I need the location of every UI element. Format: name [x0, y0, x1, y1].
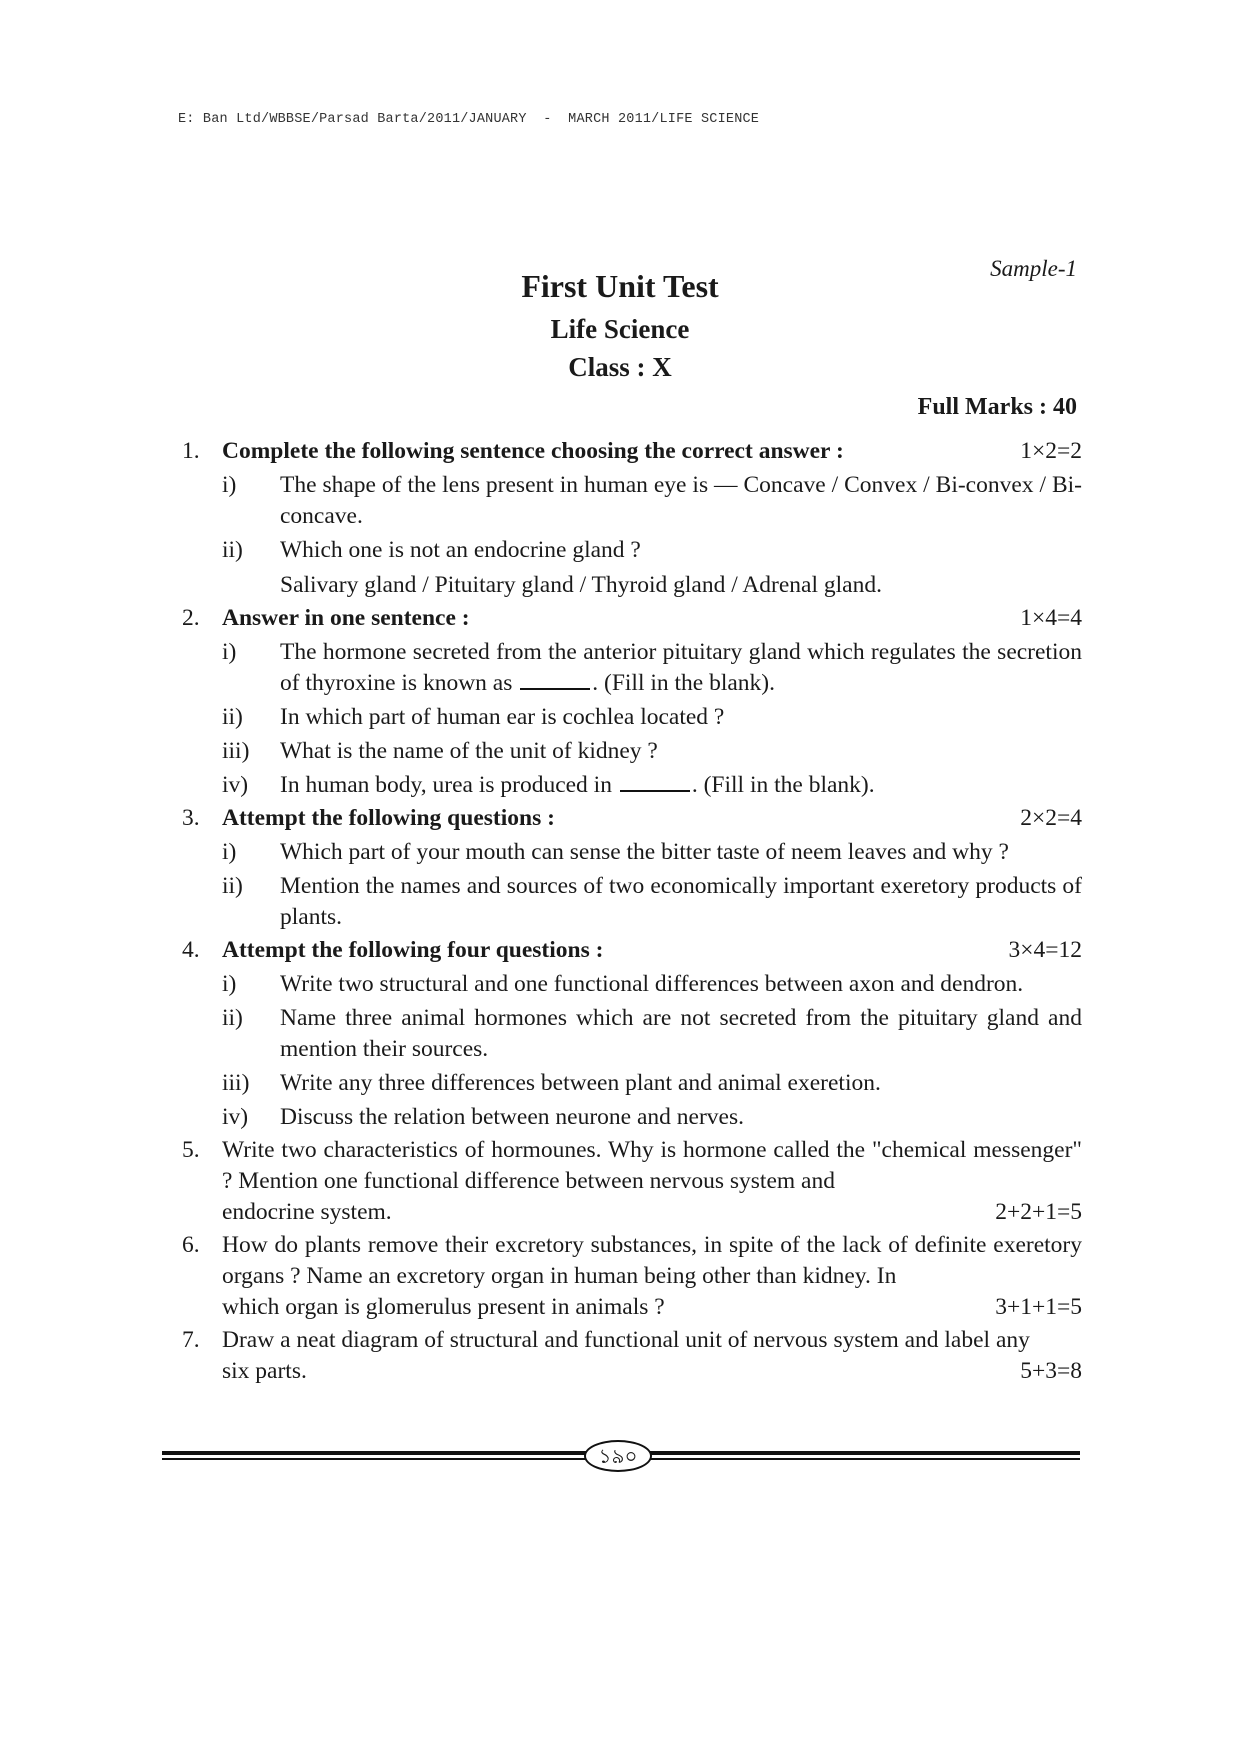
sub-question	[222, 969, 1082, 1000]
sub-question	[222, 702, 1082, 733]
question-text-last-line: which organ is glomerulus present in animals ?	[222, 1294, 665, 1320]
sub-question	[222, 1068, 1082, 1099]
sub-question-number: i)	[222, 639, 237, 665]
sub-question	[222, 770, 1082, 801]
sub-question-number: ii)	[222, 1005, 243, 1031]
sub-question	[222, 837, 1082, 868]
question-5	[180, 1135, 1082, 1228]
sub-question-text: Name three animal hormones which are not secreted from the pituitary gland and mention their sources.	[280, 1005, 1082, 1062]
question-marks: 5+3=8	[1020, 1358, 1082, 1384]
page-number: ১৯০	[584, 1440, 652, 1472]
sub-question	[222, 1003, 1082, 1065]
page-footer	[162, 1438, 1080, 1472]
question-title: Answer in one sentence :	[222, 605, 470, 631]
question-title: Attempt the following questions :	[222, 805, 555, 831]
question-number: 1.	[182, 438, 200, 464]
question-list	[180, 436, 1082, 1389]
sub-question-text: Discuss the relation between neurone and nerves.	[280, 1104, 744, 1130]
sub-question-text: Write two structural and one functional differences between axon and dendron.	[280, 971, 1024, 997]
sub-question	[222, 470, 1082, 532]
sub-question-text-tail: . (Fill in the blank).	[592, 670, 776, 696]
sample-label: Sample-1	[990, 256, 1077, 281]
question-text: Draw a neat diagram of structural and functional unit of nervous system and label any	[222, 1327, 1030, 1353]
sub-question-number: i)	[222, 472, 237, 498]
question-number: 6.	[182, 1232, 200, 1258]
question-marks: 2+2+1=5	[995, 1199, 1082, 1225]
question-text-last-line: endocrine system.	[222, 1199, 392, 1225]
sub-question	[222, 871, 1082, 933]
question-marks: 3+1+1=5	[995, 1294, 1082, 1320]
subject-title: Life Science	[550, 314, 690, 344]
question-4	[180, 935, 1082, 1133]
question-marks: 3×4=12	[1008, 937, 1082, 963]
question-title: Attempt the following four questions :	[222, 937, 604, 963]
sub-question-text: What is the name of the unit of kidney ?	[280, 738, 658, 764]
sub-question	[222, 736, 1082, 767]
sub-question-text: In human body, urea is produced in	[280, 772, 612, 798]
question-7	[180, 1325, 1082, 1387]
fill-in-blank	[520, 670, 590, 690]
sub-question-number: i)	[222, 839, 237, 865]
question-marks: 1×2=2	[1020, 438, 1082, 464]
question-number: 4.	[182, 937, 200, 963]
sub-question	[222, 535, 1082, 601]
full-marks: Full Marks : 40	[917, 394, 1077, 420]
class-title: Class : X	[568, 352, 672, 382]
sub-question-text: In which part of human ear is cochlea located ?	[280, 704, 725, 730]
test-title: First Unit Test	[521, 268, 719, 304]
question-text: Write two characteristics of hormounes. Why is hormone called the "chemical messenger" ? Mention one functional difference between nervous system and	[222, 1137, 1082, 1194]
sub-question	[222, 637, 1082, 699]
sub-question-number: iii)	[222, 1070, 250, 1096]
question-text-last-line: six parts.	[222, 1358, 307, 1384]
sub-question-text: The shape of the lens present in human eye is — Concave / Convex / Bi-convex / Bi-concave.	[280, 472, 1082, 529]
sub-question	[222, 1102, 1082, 1133]
sub-question-text: Which one is not an endocrine gland ?	[280, 537, 641, 563]
question-number: 5.	[182, 1137, 200, 1163]
sub-question-text: The hormone secreted from the anterior pituitary gland which regulates the secretion of thyroxine is known as	[280, 639, 1082, 696]
question-2	[180, 603, 1082, 801]
question-title: Complete the following sentence choosing the correct answer :	[222, 438, 844, 464]
sub-question-number: iv)	[222, 1104, 249, 1130]
question-number: 7.	[182, 1327, 200, 1353]
question-6	[180, 1230, 1082, 1323]
question-3	[180, 803, 1082, 933]
sub-question-number: iii)	[222, 738, 250, 764]
sub-question-number: ii)	[222, 537, 243, 563]
answer-options: Salivary gland / Pituitary gland / Thyroid gland / Adrenal gland.	[280, 572, 882, 598]
question-1	[180, 436, 1082, 601]
sub-question-text: Which part of your mouth can sense the bitter taste of neem leaves and why ?	[280, 839, 1009, 865]
sub-question-number: i)	[222, 971, 237, 997]
fill-in-blank	[620, 772, 690, 792]
sub-question-text: Write any three differences between plant and animal exeretion.	[280, 1070, 881, 1096]
question-marks: 1×4=4	[1020, 605, 1082, 631]
sub-question-text-tail: . (Fill in the blank).	[691, 772, 875, 798]
sub-question-number: iv)	[222, 772, 249, 798]
question-text: How do plants remove their excretory substances, in spite of the lack of definite exeretory organs ? Name an excretory organ in human being other than kidney. In	[222, 1232, 1082, 1289]
sub-question-number: ii)	[222, 873, 243, 899]
question-number: 3.	[182, 805, 200, 831]
question-number: 2.	[182, 605, 200, 631]
sub-question-text: Mention the names and sources of two economically important exeretory products of plants.	[280, 873, 1082, 930]
sub-question-number: ii)	[222, 704, 243, 730]
document-path-header: E: Ban Ltd/WBBSE/Parsad Barta/2011/JANUARY - MARCH 2011/LIFE SCIENCE	[178, 112, 760, 127]
question-marks: 2×2=4	[1020, 805, 1082, 831]
